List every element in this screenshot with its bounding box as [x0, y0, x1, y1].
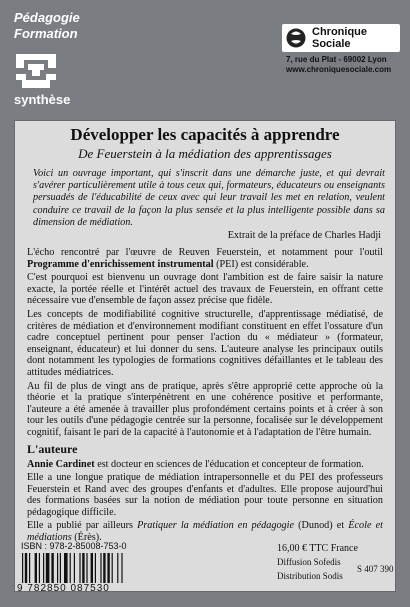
author-book-1: Pratiquer la médiation en pédagogie [137, 520, 294, 532]
p1-end: (PEI) est considérable. [213, 258, 309, 270]
reference-code: S 407 390 [357, 564, 394, 574]
description [27, 247, 383, 439]
author-paragraph-1 [27, 459, 383, 471]
collection-line-1: Pédagogie [14, 10, 80, 25]
book-title: Développer les capacités à apprendre [70, 125, 340, 144]
author-p3-c: (Érès). [71, 532, 102, 544]
publisher-street: 7, rue du Plat - 69002 Lyon [286, 55, 387, 64]
collection-label [14, 10, 80, 42]
distribution-1: Diffusion Sofedis [277, 557, 341, 567]
description-paragraph-3: Les concepts de modifiabilité cognitive structurelle, d'apprentissage médiatisé, de critères de médiation et d'environnement modifiant constituent en effet l'ossature d'un cadre conceptuel pertinent pour penser l'action du « médiateur » (formateur, enseignant, éducateur) et lui donner du sens. L'auteure analyse les principaux outils dont notamment les typologies de formations cognitives défaillantes et le tableau des attitudes médiatrices. [27, 308, 383, 378]
author-book-2: École et médiations [27, 520, 383, 544]
author-name: Annie Cardinet [27, 458, 95, 470]
isbn-label: ISBN : 978-2-85008-753-0 [21, 541, 127, 551]
publisher-emblem-icon [286, 27, 306, 49]
author-p3-b: (Dunod) et [294, 520, 349, 532]
distribution-2: Distribution Sodis [277, 571, 343, 581]
collection-line-2: Formation [14, 26, 78, 41]
publisher-name-line-1: Chronique [312, 26, 367, 38]
publisher-name-line-2: Sociale [312, 38, 351, 50]
book-subtitle: De Feuerstein à la médiation des apprentissages [78, 146, 332, 161]
barcode-icon [21, 553, 163, 583]
author-p1-rest: est docteur en sciences de l'éducation et concepteur de formation. [94, 458, 364, 470]
publisher-logo [282, 24, 400, 52]
back-cover-panel [14, 120, 396, 592]
description-paragraph-4: Au fil de plus de vingt ans de pratique, après s'être approprié cette approche où la théorie et la pratique s'interpénètrent en une cohérence positive et performante, l'auteure a été amenée à travailler plus profondément certains points et à créer à son tour les outils d'une pédagogie centrée sur la personne, focalisée sur le développement cognitif, faisant le pari de la capacité à l'autonomie et à l'adaptation de l'être humain. [27, 380, 383, 438]
preface-quote: Voici un ouvrage important, qui s'inscrit dans une démarche juste, et qui devrait s'avérer particulièrement utile à tous ceux qui, formateurs, éducateurs ou enseignants persuadés de l'éducabilité de ceux avec qui leur travail les met en relation, veulent conduire ce travail de la façon la plus sensée et la plus intelligente possible dans sa dimension de médiation. [33, 168, 385, 228]
author-bio [27, 459, 383, 544]
publisher-name [312, 26, 367, 50]
author-p3-a: Elle a publié par ailleurs [27, 520, 138, 532]
series-label: synthèse [14, 92, 71, 107]
author-paragraph-2: Elle a une longue pratique de médiation intrapersonnelle et du PEI des professeurs Feuerstein et Rand avec des groupes d'enfants et d'adultes. Elle propose aujourd'hui des formations basées sur la notion de médiation pour toute personne en situation pédagogique difficile. [27, 472, 383, 518]
collection-logo-icon [14, 52, 58, 90]
p1-text: L'écho rencontré par l'œuvre de Reuven Feuerstein, et notamment pour l'outil [27, 247, 383, 259]
description-paragraph-2: C'est pourquoi est bienvenu un ouvrage dont l'ambition est de faire saisir la nature exacte, la portée réelle et l'intérêt actuel des travaux de Feuerstein, en offrant cette nécessaire vue d'ensemble de façon assez précise que fidèle. [27, 272, 383, 307]
publisher-address [286, 55, 391, 75]
price: 16,00 € TTC France [277, 543, 358, 554]
description-paragraph-1 [27, 247, 383, 270]
barcode-digits: 9 782850 087530 [17, 583, 110, 594]
quote-source: Extrait de la préface de Charles Hadji [227, 230, 381, 242]
p1-bold: Programme d'enrichissement instrumental [27, 258, 214, 270]
publisher-website: www.chroniquesociale.com [286, 65, 392, 74]
author-heading: L'auteure [27, 441, 78, 456]
